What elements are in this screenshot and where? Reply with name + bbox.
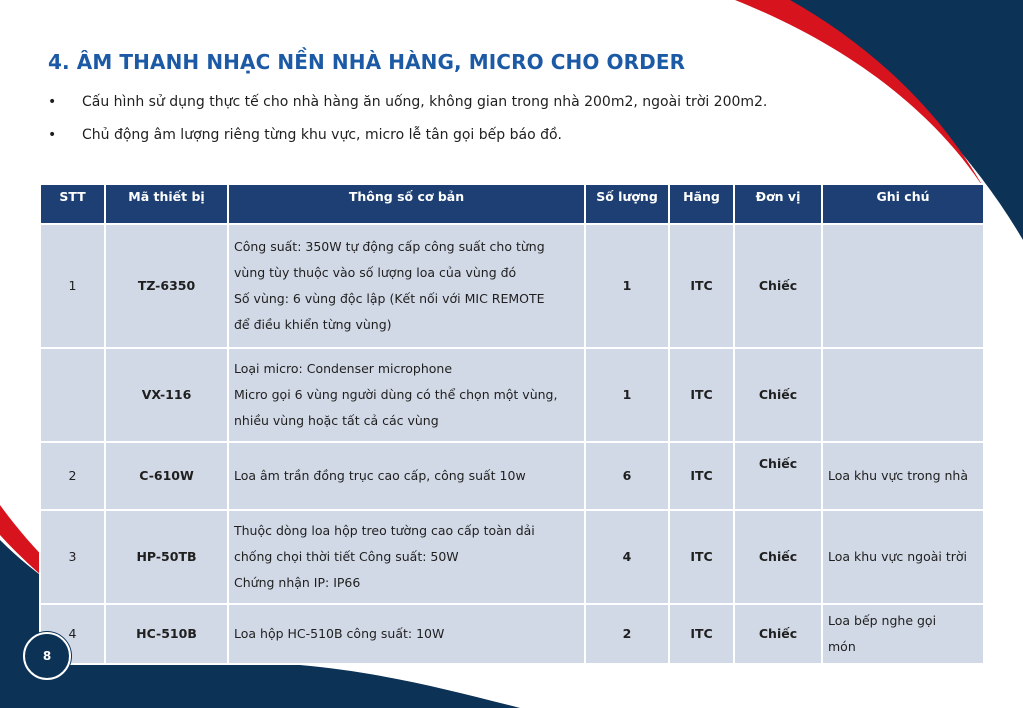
cell-stt: 2 [40,442,105,510]
cell-note [822,510,984,604]
note-line: món [828,639,856,654]
spec-line: nhiều vùng hoặc tất cả các vùng [234,413,439,428]
table-header-row [40,184,984,224]
cell-spec [228,348,585,442]
bullet-text: Cấu hình sử dụng thực tế cho nhà hàng ăn uống, không gian trong nhà 200m2, ngoài trời 200m2. [82,94,768,110]
bullet-dot: • [48,94,57,110]
table-row [40,604,984,664]
spec-line: Micro gọi 6 vùng người dùng có thể chọn một vùng, [234,387,558,402]
page-number-badge: 8 [23,632,71,680]
cell-code: VX-116 [105,348,228,442]
header-spec: Thông số cơ bản [228,184,585,224]
spec-line: vùng tùy thuộc vào số lượng loa của vùng đó [234,265,517,280]
bullet-text: Chủ động âm lượng riêng từng khu vực, micro lễ tân gọi bếp báo đồ. [82,127,562,143]
cell-brand: ITC [669,442,734,510]
cell-qty: 6 [585,442,669,510]
cell-note [822,442,984,510]
cell-note [822,224,984,348]
note-line: Loa khu vực ngoài trời [828,549,968,564]
table-row [40,510,984,604]
cell-unit: Chiếc [734,224,822,348]
spec-line: Loa âm trần đồng trục cao cấp, công suất 10w [234,468,526,483]
spec-line: Loa hộp HC-510B công suất: 10W [234,626,445,641]
bullet-list [48,90,767,156]
cell-brand: ITC [669,604,734,664]
spec-line: để điều khiển từng vùng) [234,317,392,332]
cell-stt: 1 [40,224,105,348]
cell-unit: Chiếc [734,442,822,510]
spec-line: Số vùng: 6 vùng độc lập (Kết nối với MIC REMOTE [234,291,545,306]
table-row [40,348,984,442]
cell-spec [228,510,585,604]
cell-spec [228,442,585,510]
cell-code: C-610W [105,442,228,510]
cell-unit: Chiếc [734,348,822,442]
spec-line: Loại micro: Condenser microphone [234,361,453,376]
spec-line: chống chọi thời tiết Công suất: 50W [234,549,459,564]
cell-unit: Chiếc [734,510,822,604]
cell-stt: 4 [40,604,105,664]
cell-unit: Chiếc [734,604,822,664]
header-stt: STT [40,184,105,224]
spec-line: Thuộc dòng loa hộp treo tường cao cấp toàn dải [234,523,535,538]
cell-note [822,604,984,664]
cell-stt: 3 [40,510,105,604]
cell-brand: ITC [669,348,734,442]
header-qty: Số lượng [585,184,669,224]
cell-brand: ITC [669,510,734,604]
header-code: Mã thiết bị [105,184,228,224]
cell-brand: ITC [669,224,734,348]
cell-code: HC-510B [105,604,228,664]
note-line: Loa bếp nghe gọi [828,613,937,628]
cell-spec [228,224,585,348]
header-brand: Hãng [669,184,734,224]
cell-code: TZ-6350 [105,224,228,348]
spec-line: Công suất: 350W tự động cấp công suất cho từng [234,239,545,254]
header-unit: Đơn vị [734,184,822,224]
cell-spec [228,604,585,664]
note-line: Loa khu vực trong nhà [828,468,968,483]
spec-line: Chứng nhận IP: IP66 [234,575,361,590]
cell-code: HP-50TB [105,510,228,604]
cell-stt [40,348,105,442]
table-row [40,224,984,348]
cell-note [822,348,984,442]
cell-qty: 1 [585,224,669,348]
bullet-item [48,123,767,156]
cell-qty: 2 [585,604,669,664]
bullet-item [48,90,767,123]
cell-qty: 4 [585,510,669,604]
section-title: 4. ÂM THANH NHẠC NỀN NHÀ HÀNG, MICRO CHO ORDER [48,50,686,74]
header-note: Ghi chú [822,184,984,224]
cell-qty: 1 [585,348,669,442]
equipment-table [39,183,985,665]
bullet-dot: • [48,127,57,143]
table-row [40,442,984,510]
